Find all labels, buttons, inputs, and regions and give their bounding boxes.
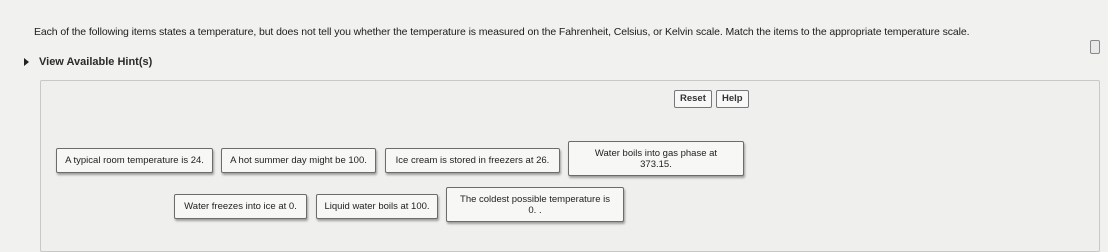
drag-item-water-freezes[interactable] xyxy=(174,194,307,219)
caret-right-icon xyxy=(24,58,29,66)
drag-item-water-boils-gas[interactable] xyxy=(568,141,744,176)
drag-item-label-line1: The coldest possible temperature is xyxy=(460,193,610,205)
help-button[interactable]: Help xyxy=(716,90,749,108)
drag-item-label: A hot summer day might be 100. xyxy=(230,155,367,166)
drag-item-label-line2: 0. . xyxy=(528,204,542,216)
drag-item-label: A typical room temperature is 24. xyxy=(65,155,204,166)
drag-item-liquid-water-boils[interactable] xyxy=(316,194,438,219)
drag-item-label-line2: 373.15. xyxy=(640,158,672,170)
drag-item-label-line1: Water boils into gas phase at xyxy=(594,147,718,159)
reset-button[interactable]: Reset xyxy=(674,90,712,108)
drag-item-label: Liquid water boils at 100. xyxy=(324,201,430,212)
drag-item-summer-day[interactable] xyxy=(221,148,376,173)
question-prompt: Each of the following items states a temperature, but does not tell you whether the temperature is measured on the Fahrenheit, Celsius, or Kelvin scale. Match the items to the appropriate temperature scale. xyxy=(34,26,970,38)
drag-item-label: Water freezes into ice at 0. xyxy=(184,201,297,212)
drag-item-label: Ice cream is stored in freezers at 26. xyxy=(395,155,550,166)
drag-item-coldest-temperature[interactable] xyxy=(446,187,624,222)
drag-item-room-temperature[interactable] xyxy=(56,148,213,173)
view-hints-toggle[interactable] xyxy=(24,56,152,68)
view-hints-label: View Available Hint(s) xyxy=(39,56,153,68)
scroll-handle[interactable] xyxy=(1090,40,1100,54)
drag-item-ice-cream[interactable] xyxy=(385,148,560,173)
